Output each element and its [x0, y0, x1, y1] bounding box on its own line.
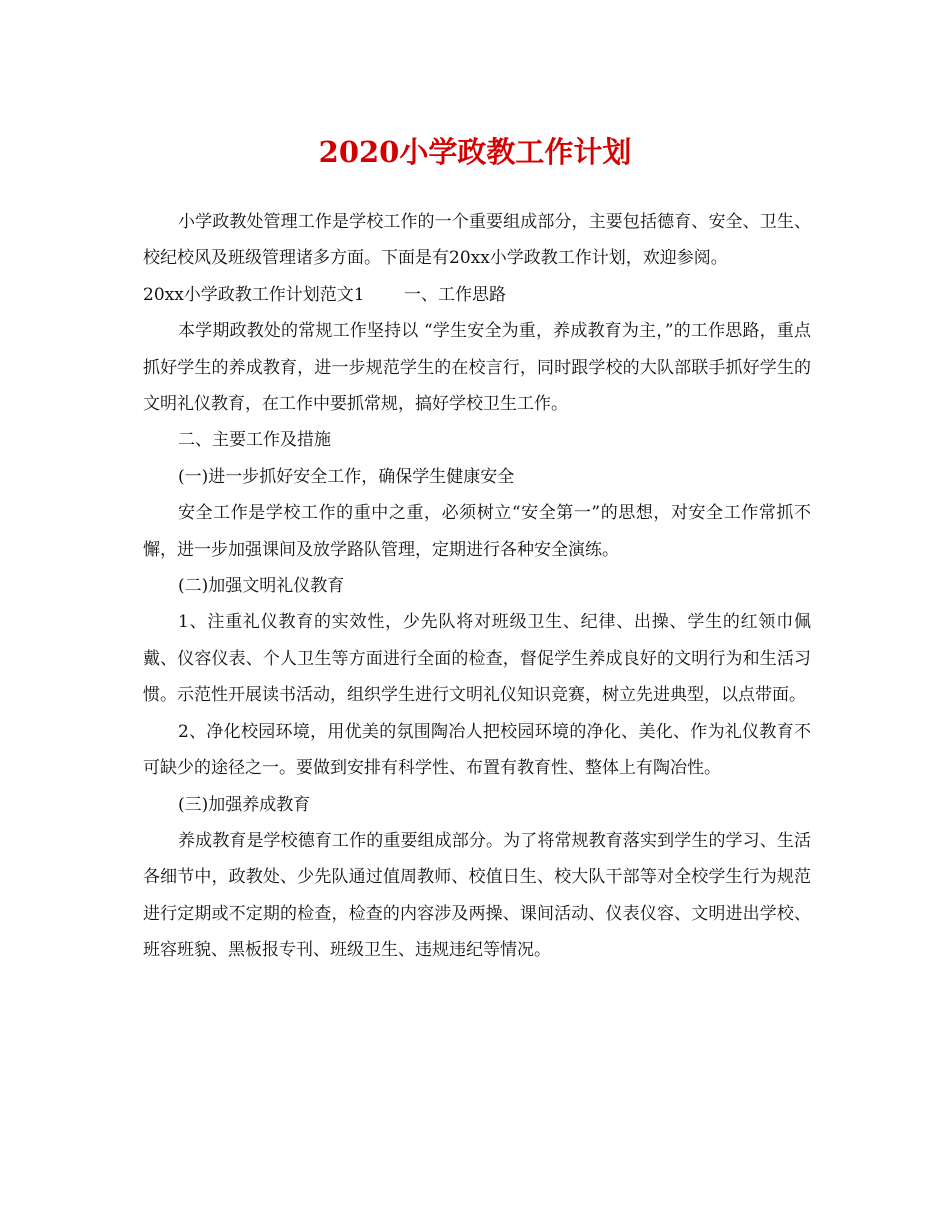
section-heading-main-work: 二、主要工作及措施: [178, 430, 331, 451]
work-approach-paragraph: 本学期政教处的常规工作坚持以 “学生安全为重，养成教育为主，”的工作思路，重点抓好学生的养成教育，进一步规范学生的在校言行，同时跟学校的大队部联手抓好学生的文明礼仪教育，在工作中要抓常规，搞好学校卫生工作。: [143, 321, 811, 415]
etiquette-item-1: 1、注重礼仪教育的实效性，少先队将对班级卫生、纪律、出操、学生的红领巾佩戴、仪容仪表、个人卫生等方面进行全面的检查，督促学生养成良好的文明行为和生活习惯。示范性开展读书活动，组织学生进行文明礼仪知识竞赛，树立先进典型，以点带面。: [143, 612, 811, 706]
document-body: [143, 204, 811, 969]
intro-paragraph: 小学政教处管理工作是学校工作的一个重要组成部分，主要包括德育、安全、卫生、校纪校风及班级管理诸多方面。下面是有20xx小学政教工作计划，欢迎参阅。: [143, 212, 811, 269]
document-title: 2020小学政教工作计划: [318, 135, 632, 169]
etiquette-item-2: 2、净化校园环境，用优美的氛围陶冶人把校园环境的净化、美化、作为礼仪教育不可缺少的途径之一。要做到安排有科学性、布置有教育性、整体上有陶冶性。: [143, 721, 811, 779]
safety-paragraph: 安全工作是学校工作的重中之重，必须树立“安全第一”的思想，对安全工作常抓不懈，进一步加强课间及放学路队管理，定期进行各种安全演练。: [143, 503, 811, 560]
subheading-habits: (三)加强养成教育: [178, 794, 311, 815]
subheading-etiquette: (二)加强文明礼仪教育: [178, 576, 345, 597]
habits-paragraph: 养成教育是学校德育工作的重要组成部分。为了将常规教育落实到学生的学习、生活各细节中，政教处、少先队通过值周教师、校值日生、校大队干部等对全校学生行为规范进行定期或不定期的检查，检查的内容涉及两操、课间活动、仪表仪容、文明进出学校、班容班貌、黑板报专刊、班级卫生、违规违纪等情况。: [143, 830, 811, 961]
section-heading-sample-1: 20xx小学政教工作计划范文1 一、工作思路: [143, 284, 507, 305]
subheading-safety: (一)进一步抓好安全工作，确保学生健康安全: [178, 466, 515, 487]
